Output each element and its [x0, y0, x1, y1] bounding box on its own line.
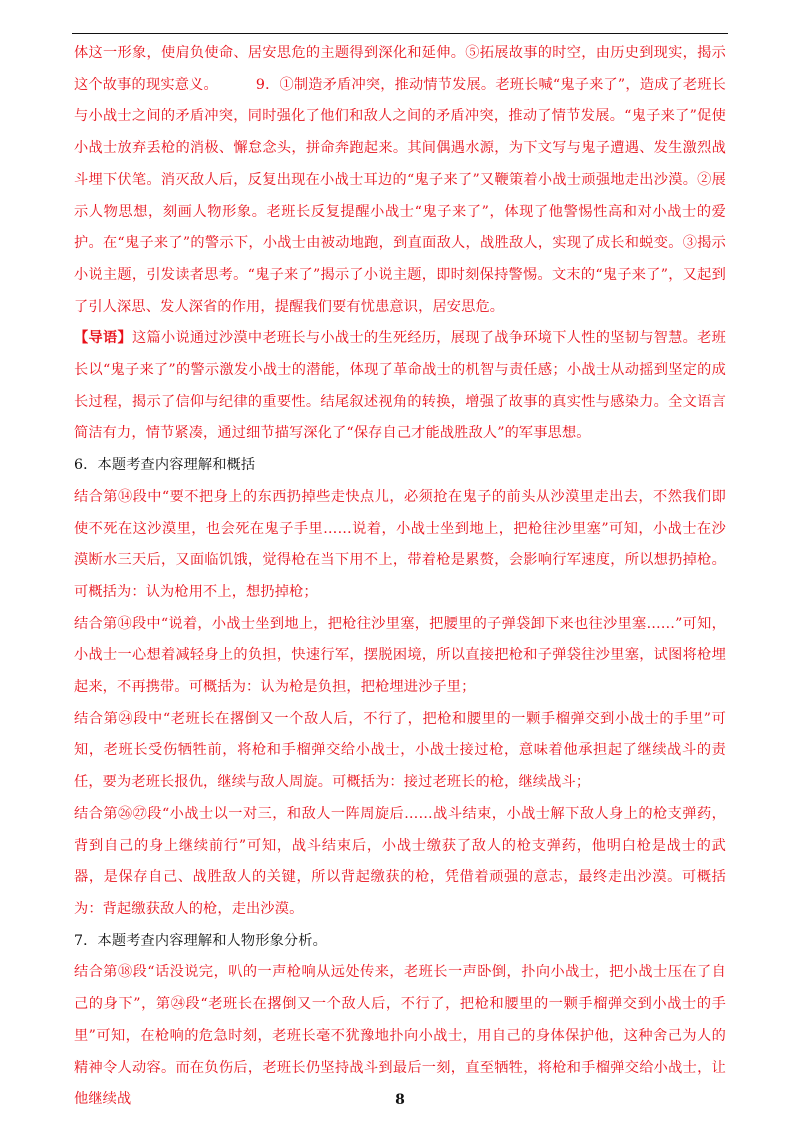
guide-tag: 【导语】: [74, 330, 132, 347]
q6-paragraph-1: 结合第⑭段中“要不把身上的东西扔掉些走快点儿，必须抢在鬼子的前头从沙漠里走出去，不然我们即使不死在这沙漠里，也会死在鬼子手里……说着，小战士坐到地上，把枪往沙里塞”可知，小战士在沙漠断水三天后，又面临饥饿，觉得枪在当下用不上，带着枪是累赘，会影响行军速度，所以想扔掉枪。可概括为：认为枪用不上，想扔掉枪；: [74, 488, 726, 600]
page-number: 8: [395, 1092, 405, 1108]
guide-paragraph: [74, 323, 726, 450]
answer-paragraph: [74, 38, 726, 323]
answer-9: 9．①制造矛盾冲突，推动情节发展。老班长喊“鬼子来了”，造成了老班长与小战士之间的矛盾冲突，同时强化了他们和敌人之间的矛盾冲突，推动了情节发展。“鬼子来了”促使小战士放弃丢枪的消极、懈怠念头，拼命奔跑起来。其间偶遇水源，为下文写与鬼子遭遇、发生激烈战斗埋下伏笔。消灭敌人后，反复出现在小战士耳边的“鬼子来了”又鞭策着小战士顽强地走出沙漠。②展示人物思想，刻画人物形象。老班长反复提醒小战士“鬼子来了”，体现了他警惕性高和对小战士的爱护。在“鬼子来了”的警示下，小战士由被动地跑，到直面敌人，战胜敌人，实现了成长和蜕变。③揭示小说主题，引发读者思考。“鬼子来了”揭示了小说主题，即时刻保持警惕。文末的“鬼子来了”，又起到了引人深思、发人深省的作用，提醒我们要有忧患意识，居安思危。: [74, 76, 726, 315]
answer-point-5: 体这一形象，使肩负使命、居安思危的主题得到深化和延伸。⑤拓展故事的时空，由历史到现实，揭示这个故事的现实意义。: [74, 45, 726, 93]
q6-paragraph-2: 结合第⑭段中“说着，小战士坐到地上，把枪往沙里塞，把腰里的子弹袋卸下来也往沙里塞……”可知，小战士一心想着减轻身上的负担，快速行军，摆脱困境，所以直接把枪和子弹袋往沙里塞，试图将枪埋起来，不再携带。可概括为：认为枪是负担，把枪埋进沙子里；: [74, 615, 726, 696]
q6-heading: 6．本题考查内容理解和概括: [74, 457, 256, 474]
q6-paragraph-4: 结合第㉖㉗段“小战士以一对三，和敌人一阵周旋后……战斗结束，小战士解下敌人身上的枪支弹药，背到自己的身上继续前行”可知，战斗结束后，小战士缴获了敌人的枪支弹药，他明白枪是战士的武器，是保存自己、战胜敌人的关键，所以背起缴获的枪，凭借着顽强的意志，最终走出沙漠。可概括为：背起缴获敌人的枪，走出沙漠。: [74, 805, 726, 917]
q7-heading: 7．本题考查内容理解和人物形象分析。: [74, 932, 327, 949]
header-rule: [72, 33, 728, 34]
q6-paragraph-3: 结合第㉔段中“老班长在撂倒又一个敌人后，不行了，把枪和腰里的一颗手榴弹交到小战士的手里”可知，老班长受伤牺牲前，将枪和手榴弹交给小战士，小战士接过枪，意味着他承担起了继续战斗的责任，要为老班长报仇，继续与敌人周旋。可概括为：接过老班长的枪，继续战斗；: [74, 710, 726, 791]
q7-paragraph-1: 结合第⑱段“话没说完，叭的一声枪响从远处传来，老班长一声卧倒，扑向小战士，把小战士压在了自己的身下”，第㉔段“老班长在撂倒又一个敌人后，不行了，把枪和腰里的一颗手榴弹交到小战士的手里”可知，在枪响的危急时刻，老班长毫不犹豫地扑向小战士，用自己的身体保护他，这种舍己为人的精神令人动容。而在负伤后，老班长仍坚持战斗到最后一刻，直至牺牲，将枪和手榴弹交给小战士，让他继续战: [74, 964, 726, 1108]
document-body: [74, 38, 726, 1116]
guide-text: 这篇小说通过沙漠中老班长与小战士的生死经历，展现了战争环境下人性的坚韧与智慧。老班长以“鬼子来了”的警示激发小战士的潜能，体现了革命战士的机智与责任感；小战士从动摇到坚定的成长过程，揭示了信仰与纪律的重要性。结尾叙述视角的转换，增强了故事的真实性与感染力。全文语言简洁有力，情节紧凑，通过细节描写深化了“保存自己才能战胜敌人”的军事思想。: [74, 330, 726, 442]
